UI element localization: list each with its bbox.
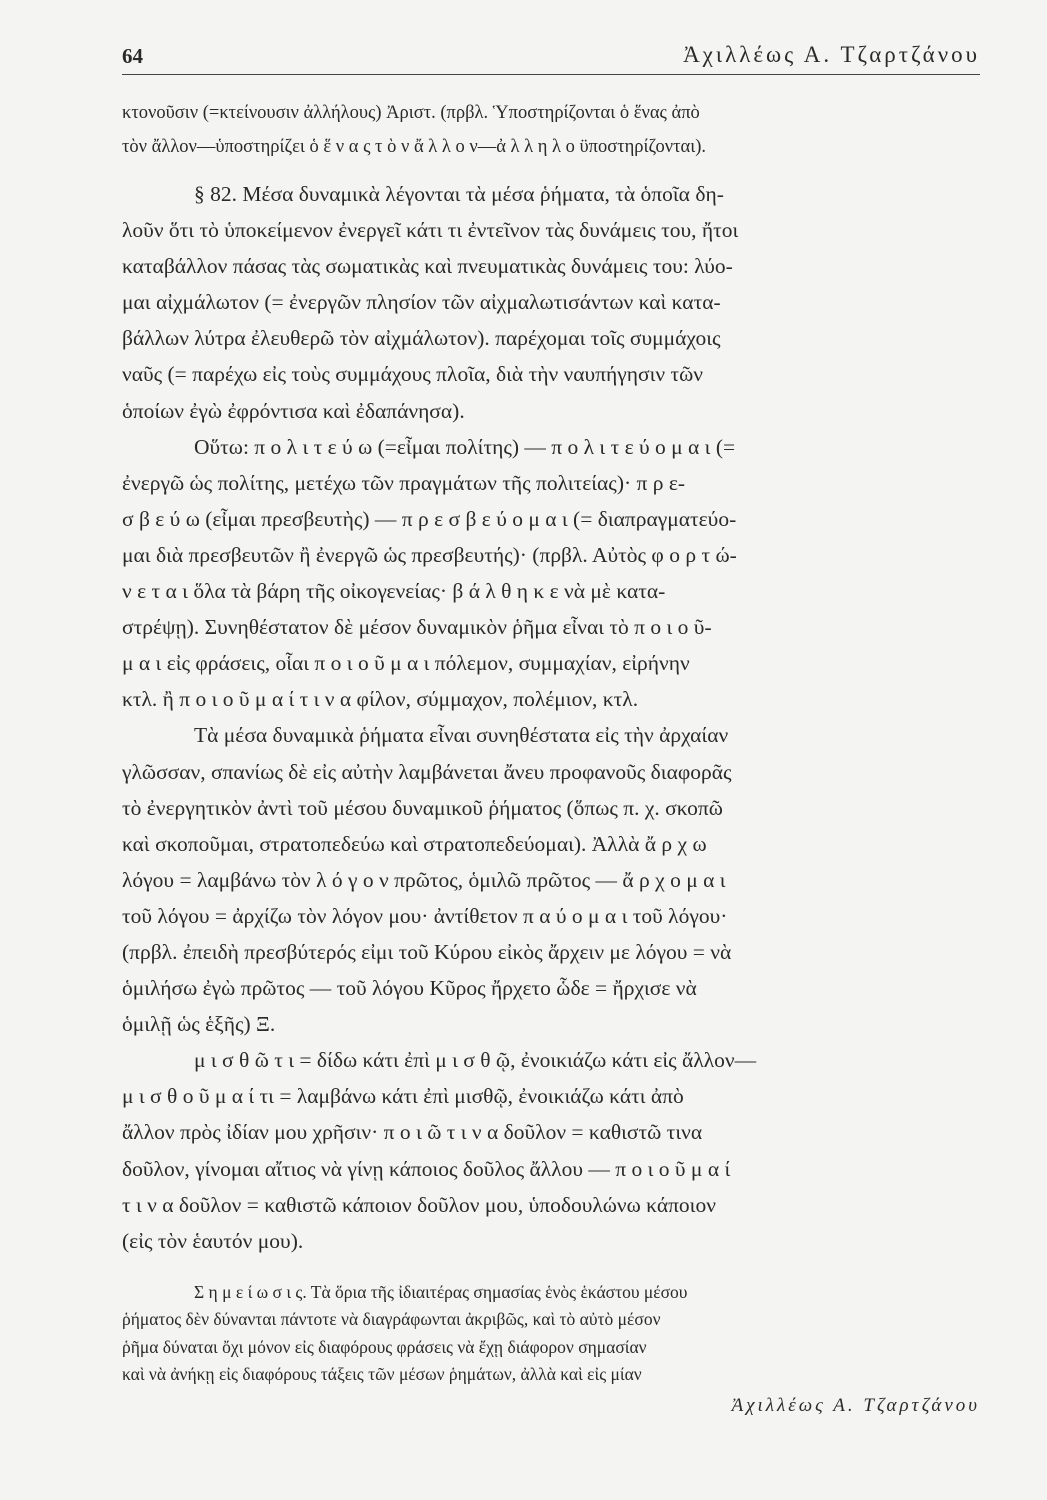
text-line: Οὕτω: π ο λ ι τ ε ύ ω (=εἶμαι πολίτης) — π ο λ ι τ ε ύ ο μ α ι (=: [194, 434, 736, 459]
section-82: [122, 176, 980, 1259]
page-header: [122, 36, 980, 76]
intro-block: [122, 96, 980, 164]
text-line: ὁμιλήσω ἐγὼ πρῶτος — τοῦ λόγου Κῦρος ἤρχετο ὧδε = ἤρχισε νὰ: [122, 976, 697, 1001]
text-line: δοῦλον, γίνομαι αἴτιος νὰ γίνῃ κάποιος δοῦλος ἄλλου — π ο ι ο ῦ μ α ί: [122, 1156, 731, 1181]
text-line: μ α ι εἰς φράσεις, οἷαι π ο ι ο ῦ μ α ι πόλεμον, συμμαχίαν, εἰρήνην: [122, 651, 690, 676]
header-rule: [122, 74, 980, 75]
text-line: (εἰς τὸν ἑαυτόν μου).: [122, 1228, 304, 1253]
text-line: κτλ. ἢ π ο ι ο ῦ μ α ί τ ι ν α φίλον, σύμμαχον, πολέμιον, κτλ.: [122, 687, 639, 712]
running-title: Ἀχιλλέως Α. Τζαρτζάνου: [683, 42, 980, 67]
text-line: τ ι ν α δοῦλον = καθιστῶ κάποιον δοῦλον μου, ὑποδουλώνω κάποιον: [122, 1192, 716, 1217]
note-line: καὶ νὰ ἀνήκῃ εἰς διαφόρους τάξεις τῶν μέσων ῥημάτων, ἀλλὰ καὶ εἰς μίαν: [122, 1364, 642, 1385]
footer-signature: Ἀχιλλέως Α. Τζαρτζάνου: [731, 1394, 980, 1416]
text-line: τοῦ λόγου = ἀρχίζω τὸν λόγον μου· ἀντίθετον π α ύ ο μ α ι τοῦ λόγου·: [122, 903, 728, 928]
note-line: ῥῆμα δύναται ὄχι μόνον εἰς διαφόρους φράσεις νὰ ἔχῃ διάφορον σημασίαν: [122, 1336, 647, 1357]
text-line: ναῦς (= παρέχω εἰς τοὺς συμμάχους πλοῖα, διὰ τὴν ναυπήγησιν τῶν: [122, 362, 704, 387]
text-line: καταβάλλον πάσας τὰς σωματικὰς καὶ πνευματικὰς δυνάμεις του: λύο-: [122, 254, 733, 279]
text-line: γλῶσσαν, σπανίως δὲ εἰς αὐτὴν λαμβάνεται ἄνευ προφανοῦς διαφορᾶς: [122, 759, 732, 784]
text-line: ὁποίων ἐγὼ ἐφρόντισα καὶ ἐδαπάνησα).: [122, 398, 465, 423]
text-line: Τὰ μέσα δυναμικὰ ῥήματα εἶναι συνηθέστατα εἰς τὴν ἀρχαίαν: [194, 723, 729, 748]
text-line: (πρβλ. ἐπειδὴ πρεσβύτερός εἰμι τοῦ Κύρου εἰκὸς ἄρχειν με λόγου = νὰ: [122, 939, 732, 964]
text-line: σ β ε ύ ω (εἶμαι πρεσβευτὴς) — π ρ ε σ β ε ύ ο μ α ι (= διαπραγματεύο-: [122, 506, 737, 531]
text-line: καὶ σκοποῦμαι, στρατοπεδεύω καὶ στρατοπεδεύομαι). Ἀλλὰ ἄ ρ χ ω: [122, 831, 707, 856]
note-block: [122, 1279, 980, 1389]
page-number: 64: [122, 44, 143, 68]
text-line: στρέψῃ). Συνηθέστατον δὲ μέσον δυναμικὸν ῥῆμα εἶναι τὸ π ο ι ο ῦ-: [122, 615, 712, 640]
text-line: τὸν ἄλλον—ὑποστηρίζει ὁ ἕ ν α ς τ ὸ ν ἄ λ λ ο ν—ἀ λ λ η λ ο ϋποστηρίζονται).: [122, 137, 706, 157]
note-line: ῥήματος δὲν δύνανται πάντοτε νὰ διαγράφωνται ἀκριβῶς, καὶ τὸ αὐτὸ μέσον: [122, 1309, 661, 1330]
text-line: μ ι σ θ ο ῦ μ α ί τι = λαμβάνω κάτι ἐπὶ μισθῷ, ἐνοικιάζω κάτι ἀπὸ: [122, 1084, 684, 1109]
text-line: ν ε τ α ι ὅλα τὰ βάρη τῆς οἰκογενείας· β ά λ θ η κ ε νὰ μὲ κατα-: [122, 579, 666, 604]
text-line: ἐνεργῶ ὡς πολίτης, μετέχω τῶν πραγμάτων τῆς πολιτείας)· π ρ ε-: [122, 470, 686, 495]
section-heading-line: § 82. Μέσα δυναμικὰ λέγονται τὰ μέσα ῥήματα, τὰ ὁποῖα δη-: [194, 182, 724, 206]
text-line: ἄλλον πρὸς ἰδίαν μου χρῆσιν· π ο ι ῶ τ ι ν α δοῦλον = καθιστῶ τινα: [122, 1120, 703, 1145]
text-line: μαι αἰχμάλωτον (= ἐνεργῶν πλησίον τῶν αἰχμαλωτισάντων καὶ κατα-: [122, 290, 721, 315]
text-line: βάλλων λύτρα ἐλευθερῶ τὸν αἰχμάλωτον). παρέχομαι τοῖς συμμάχοις: [122, 326, 721, 351]
text-line: μ ι σ θ ῶ τ ι = δίδω κάτι ἐπὶ μ ι σ θ ῷ, ἐνοικιάζω κάτι εἰς ἄλλον—: [194, 1048, 757, 1073]
text-line: λοῦν ὅτι τὸ ὑποκείμενον ἐνεργεῖ κάτι τι ἐντεῖνον τὰς δυνάμεις του, ἤτοι: [122, 218, 739, 243]
text-line: μαι διὰ πρεσβευτῶν ἢ ἐνεργῶ ὡς πρεσβευτής)· (πρβλ. Αὐτὸς φ ο ρ τ ώ-: [122, 542, 737, 567]
text-line: λόγου = λαμβάνω τὸν λ ό γ ο ν πρῶτος, ὁμιλῶ πρῶτος — ἄ ρ χ ο μ α ι: [122, 867, 726, 892]
page-body: [122, 96, 980, 1417]
text-line: τὸ ἐνεργητικὸν ἀντὶ τοῦ μέσου δυναμικοῦ ῥήματος (ὅπως π. χ. σκοπῶ: [122, 795, 723, 820]
note-line: Σ η μ ε ί ω σ ι ς. Τὰ ὅρια τῆς ἰδιαιτέρας σημασίας ἑνὸς ἑκάστου μέσου: [194, 1281, 688, 1302]
text-line: κτονοῦσιν (=κτείνουσιν ἀλλήλους) Ἀριστ. (πρβλ. Ὑποστηρίζονται ὁ ἕνας ἀπὸ: [122, 103, 700, 123]
text-line: ὁμιλῇ ὡς ἑξῆς) Ξ.: [122, 1012, 276, 1037]
